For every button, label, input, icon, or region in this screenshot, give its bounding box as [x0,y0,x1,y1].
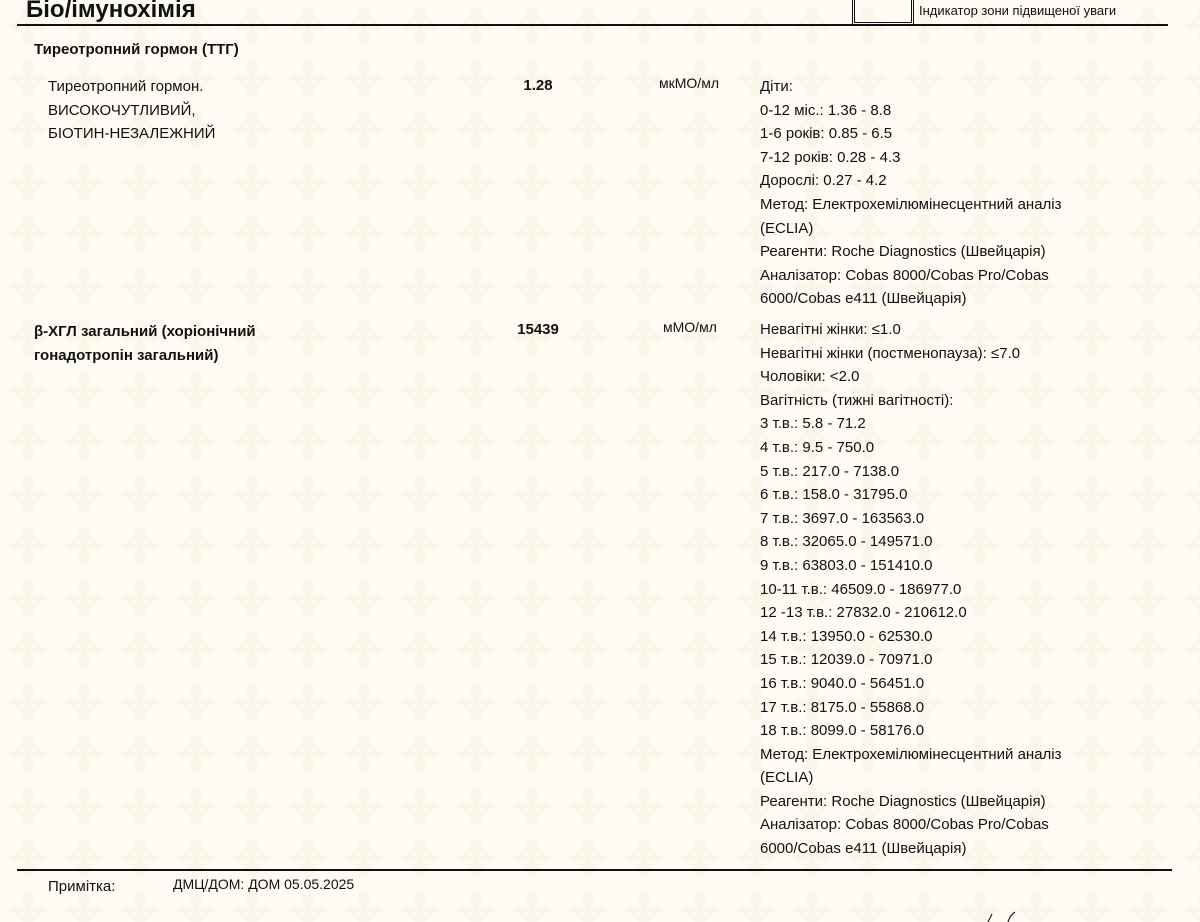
test-unit-tsh: мкМО/мл [659,75,719,91]
reference-line: 10-11 т.в.: 46509.0 - 186977.0 [760,580,962,598]
test-name-line: гонадотропін загальний) [34,346,219,364]
reference-line: Метод: Електрохемілюмінесцентний аналіз [760,195,1062,213]
reference-line: 17 т.в.: 8175.0 - 55868.0 [760,698,925,716]
attention-indicator-box [852,0,914,25]
reference-line: Реагенти: Roche Diagnostics (Швейцарія) [760,243,1046,261]
reference-line: 6000/Cobas e411 (Швейцарія) [760,840,967,858]
group-title-tsh: Тиреотропний гормон (ТТГ) [34,41,239,58]
reference-line: Чоловіки: <2.0 [760,368,860,386]
reference-line: 9 т.в.: 63803.0 - 151410.0 [760,556,933,574]
reference-line: Реагенти: Roche Diagnostics (Швейцарія) [760,792,1046,810]
footer-divider [17,869,1172,871]
header-divider [17,24,1168,26]
reference-line: 7-12 років: 0.28 - 4.3 [760,148,901,166]
reference-line: 14 т.в.: 13950.0 - 62530.0 [760,627,933,645]
reference-line: 16 т.в.: 9040.0 - 56451.0 [760,674,925,692]
reference-line: (ECLIA) [760,769,814,787]
reference-range-tsh [760,75,1120,311]
reference-line: Метод: Електрохемілюмінесцентний аналіз [760,745,1062,763]
reference-line: Аналізатор: Cobas 8000/Cobas Pro/Cobas [760,816,1049,834]
reference-line: 6000/Cobas e411 (Швейцарія) [760,290,967,308]
reference-line: 18 т.в.: 8099.0 - 58176.0 [760,722,925,740]
section-title: Біо/імунохімія [26,0,196,23]
test-result-tsh: 1.28 [523,77,553,94]
test-name-line: β-ХГЛ загальний (хоріонічний [34,323,256,340]
reference-line: 8 т.в.: 32065.0 - 149571.0 [760,533,933,551]
test-name-tsh [48,75,215,146]
reference-line: 0-12 міс.: 1.36 - 8.8 [760,101,892,119]
signature-stroke [980,908,1020,922]
reference-line: Дорослі: 0.27 - 4.2 [760,172,887,190]
reference-range-bhcg [760,318,1120,861]
reference-line: 3 т.в.: 5.8 - 71.2 [760,415,866,433]
reference-line: 15 т.в.: 12039.0 - 70971.0 [760,651,933,669]
test-name-line: Тиреотропний гормон. [48,78,204,95]
reference-line: 12 -13 т.в.: 27832.0 - 210612.0 [760,604,967,622]
reference-line: 4 т.в.: 9.5 - 750.0 [760,438,875,456]
reference-line: Невагітні жінки (постменопауза): ≤7.0 [760,344,1021,362]
reference-line: Діти: [760,78,793,95]
reference-line: Вагітність (тижні вагітності): [760,391,954,409]
reference-line: 5 т.в.: 217.0 - 7138.0 [760,462,900,480]
note-label: Примітка: [48,878,116,895]
test-name-line: ВИСОКОЧУТЛИВИЙ, [48,101,196,119]
reference-line: 1-6 років: 0.85 - 6.5 [760,125,893,143]
reference-line: Невагітні жінки: ≤1.0 [760,321,901,338]
reference-line: 7 т.в.: 3697.0 - 163563.0 [760,509,925,527]
test-unit-bhcg: мМО/мл [663,319,717,335]
reference-line: Аналізатор: Cobas 8000/Cobas Pro/Cobas [760,266,1049,284]
test-name-line: БІОТИН-НЕЗАЛЕЖНИЙ [48,125,216,142]
reference-line: 6 т.в.: 158.0 - 31795.0 [760,486,908,504]
test-name-bhcg [34,320,334,367]
test-result-bhcg: 15439 [517,321,559,338]
reference-line: (ECLIA) [760,219,814,237]
note-value: ДМЦ/ДОМ: ДОМ 05.05.2025 [173,876,355,892]
attention-indicator-label: Індикатор зони підвищеної уваги [919,3,1117,18]
